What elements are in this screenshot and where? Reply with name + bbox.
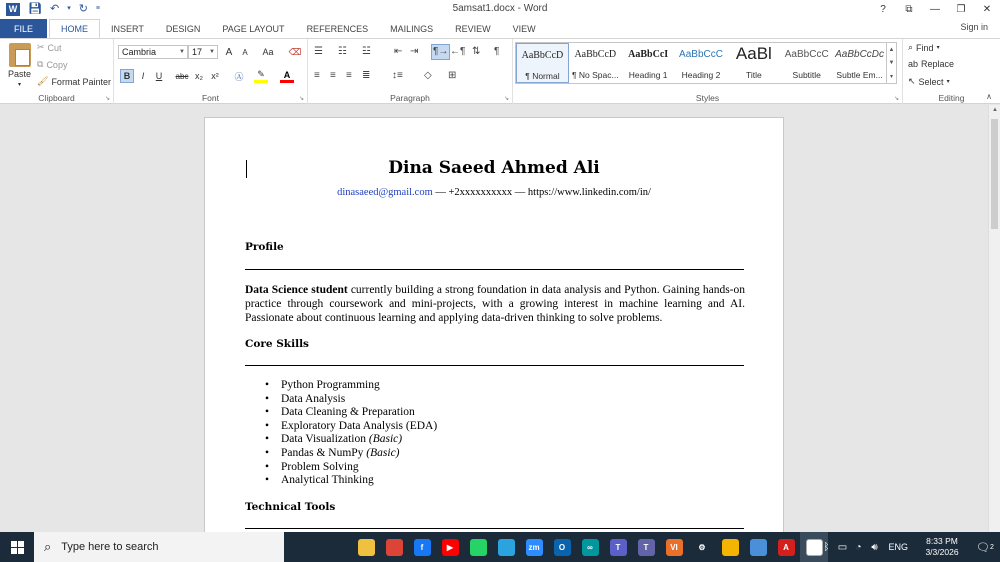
strikethrough-button[interactable] (174, 69, 190, 83)
copy-button[interactable] (37, 59, 67, 70)
list-item (265, 379, 437, 393)
redo-icon[interactable]: ↻ (78, 3, 88, 15)
taskbar-app-button[interactable] (604, 532, 632, 562)
replace-label: Replace (921, 59, 955, 69)
taskbar-app-button[interactable] (380, 532, 408, 562)
font-color-icon[interactable]: A (280, 69, 294, 83)
sign-in-link[interactable]: Sign in (960, 22, 988, 32)
skill-text: Data Analysis (281, 392, 346, 405)
style-subtle-emphasis[interactable] (833, 43, 886, 83)
style-name: Heading 1 (628, 70, 668, 80)
contact-line (205, 187, 783, 198)
superscript-icon: x² (211, 71, 219, 81)
word-logo-icon[interactable]: W (6, 3, 20, 16)
technical-tools-heading: Technical Tools (245, 501, 336, 513)
whatsapp-icon (470, 539, 487, 556)
numbering-icon[interactable]: ☷ (338, 46, 347, 57)
profile-heading: Profile (245, 241, 284, 253)
font-name-value: Cambria (122, 47, 157, 57)
screen-app-icon (750, 539, 767, 556)
italic-icon: I (141, 71, 145, 81)
section-divider (245, 528, 744, 529)
start-button[interactable] (0, 532, 34, 562)
change-case-button[interactable] (257, 45, 279, 59)
align-right-icon[interactable]: ≡ (346, 70, 352, 81)
style-name: Heading 2 (681, 70, 721, 80)
style-name: Title (745, 70, 762, 80)
styles-launcher-icon[interactable]: ↘ (893, 96, 899, 102)
show-formatting-marks-icon[interactable]: ¶ (494, 46, 500, 57)
taskbar-app-button[interactable] (324, 532, 352, 562)
paste-dropdown-icon[interactable]: ▾ (18, 82, 22, 88)
profile-lead: Data Science student (245, 284, 348, 296)
tab-page-layout[interactable]: PAGE LAYOUT (222, 23, 285, 34)
list-item (265, 420, 437, 434)
youtube-icon: ▶ (442, 539, 459, 556)
select-button[interactable] (908, 76, 950, 87)
quick-access-toolbar (0, 0, 100, 18)
paragraph-group (308, 39, 513, 104)
subscript-button[interactable] (192, 69, 206, 83)
font-size-value: 17 (192, 47, 203, 57)
justify-icon[interactable]: ≣ (362, 70, 371, 81)
skills-list (265, 379, 437, 488)
select-label: Select (918, 76, 944, 87)
line-spacing-icon[interactable]: ↕≡ (392, 70, 403, 81)
style-name: ¶ Normal (525, 71, 560, 81)
section-divider (245, 365, 744, 366)
ribbon-tabs (0, 18, 1000, 38)
taskbar-app-button[interactable] (688, 532, 716, 562)
tab-references[interactable]: REFERENCES (306, 23, 369, 34)
taskbar-app-button[interactable] (352, 532, 380, 562)
list-item (265, 474, 437, 488)
shrink-font-icon: A (242, 47, 248, 57)
align-center-icon[interactable]: ≡ (330, 70, 336, 81)
acrobat-icon: A (778, 539, 795, 556)
taskbar-app-button[interactable] (772, 532, 800, 562)
tab-review[interactable]: REVIEW (455, 23, 491, 34)
taskbar-app-button[interactable] (548, 532, 576, 562)
chevron-down-icon[interactable]: ▾ (936, 45, 940, 51)
style-no-spacing[interactable] (569, 43, 622, 83)
taskbar-app-button[interactable] (464, 532, 492, 562)
notification-icon: 🗨︎ (976, 541, 991, 554)
font-group (114, 39, 308, 104)
arduino-icon: ∞ (582, 539, 599, 556)
title-bar (0, 0, 1000, 18)
find-label: Find (916, 42, 934, 53)
taskbar-app-button[interactable] (436, 532, 464, 562)
clipboard-group-label: Clipboard (38, 93, 75, 103)
font-name-combo[interactable] (118, 45, 188, 59)
paragraph-group-label: Paragraph (390, 93, 430, 103)
rtl-direction-icon[interactable]: ←¶ (450, 46, 466, 57)
tab-design[interactable]: DESIGN (165, 23, 201, 34)
list-item (265, 406, 437, 420)
align-left-icon[interactable]: ≡ (314, 70, 320, 81)
bold-button[interactable] (120, 69, 134, 83)
tab-file[interactable]: FILE (0, 19, 47, 38)
grow-font-icon: A (225, 46, 233, 58)
email-link[interactable]: dinasaeed@gmail.com (337, 187, 433, 198)
clear-formatting-icon[interactable]: ⌫ (288, 46, 302, 57)
list-item (265, 433, 437, 447)
tab-view[interactable]: VIEW (512, 23, 536, 34)
file-explorer-icon (358, 539, 375, 556)
vertical-scrollbar[interactable] (988, 105, 1000, 532)
find-icon: ⌕ (908, 42, 914, 52)
ribbon (0, 38, 1000, 104)
document-workspace (0, 105, 988, 532)
cursor-arrow-icon: ↖ (908, 76, 916, 86)
system-tray (802, 532, 1000, 562)
collapse-ribbon-icon[interactable]: ∧ (986, 92, 992, 101)
minimize-icon[interactable]: — (930, 3, 940, 15)
taskbar-app-button[interactable] (408, 532, 436, 562)
style-title[interactable] (727, 43, 780, 83)
text-effects-icon[interactable]: Ⓐ (234, 71, 244, 82)
taskbar-app-button[interactable] (632, 532, 660, 562)
settings-gear-icon: ⚙ (694, 539, 711, 556)
clipboard-launcher-icon[interactable]: ↘ (104, 96, 110, 102)
ltr-direction-icon[interactable]: ¶→ (431, 44, 450, 60)
style-name: Subtle Em... (836, 70, 883, 80)
window-controls (870, 0, 1000, 18)
underline-button[interactable] (152, 69, 166, 83)
shading-icon[interactable]: ◇ (424, 70, 432, 81)
paste-button[interactable] (8, 43, 31, 88)
contact-details: — +2xxxxxxxxxx — https://www.linkedin.com/in/ (432, 187, 651, 198)
style-heading-2[interactable] (675, 43, 728, 83)
teams-icon-2: T (638, 539, 655, 556)
close-icon[interactable]: ✕ (982, 3, 992, 15)
decrease-indent-icon[interactable]: ⇤ (394, 46, 403, 57)
chrome-icon (386, 539, 403, 556)
grow-font-button[interactable] (222, 45, 236, 59)
font-size-combo[interactable] (188, 45, 218, 59)
increase-indent-icon[interactable]: ⇥ (410, 46, 419, 57)
styles-gallery (515, 42, 887, 84)
taskbar-app-button[interactable] (520, 532, 548, 562)
skill-text: Data Visualization (281, 433, 369, 446)
clock-time: 8:33 PM (926, 536, 958, 546)
list-item (265, 393, 437, 407)
highlight-color-icon[interactable]: ✎ (254, 69, 268, 83)
document-page[interactable] (204, 117, 784, 532)
teams-icon: T (610, 539, 627, 556)
sort-icon[interactable]: ⇅ (472, 46, 481, 57)
taskbar-app-button[interactable] (660, 532, 688, 562)
style-normal[interactable] (516, 43, 569, 83)
style-sample: AaBbCcDc (835, 49, 885, 60)
bluetooth-icon[interactable]: ᛒ (823, 541, 830, 553)
scissors-icon: ✂ (37, 42, 45, 52)
superscript-button[interactable] (208, 69, 222, 83)
skill-text: Pandas & NumPy (281, 446, 367, 459)
skill-note: (Basic) (366, 446, 400, 459)
skill-text: Python Programming (281, 379, 380, 391)
taskbar-clock[interactable] (914, 536, 970, 558)
more-styles-icon[interactable]: ▾ (889, 73, 893, 80)
tab-insert[interactable]: INSERT (111, 23, 144, 34)
taskbar-app-button[interactable] (492, 532, 520, 562)
clipboard-group (0, 39, 114, 104)
multilevel-list-icon[interactable]: ☳ (362, 46, 371, 57)
copy-label: Copy (46, 59, 68, 70)
font-group-label: Font (201, 93, 219, 103)
bold-icon: B (123, 71, 131, 81)
skill-text: Data Cleaning & Preparation (281, 406, 415, 419)
slides-icon (722, 539, 739, 556)
undo-dropdown-icon[interactable]: ▾ (67, 5, 71, 12)
cut-label: Cut (47, 42, 62, 53)
search-placeholder: Type here to search (61, 541, 159, 553)
taskbar-app-button[interactable] (576, 532, 604, 562)
chevron-down-icon[interactable]: ▼ (888, 59, 895, 66)
scrollbar-thumb[interactable] (991, 119, 998, 229)
telegram-icon (498, 539, 515, 556)
facebook-icon: f (414, 539, 431, 556)
list-item (265, 447, 437, 461)
zoom-icon: zm (526, 539, 543, 556)
vi-app-icon: VI (666, 539, 683, 556)
tab-home[interactable]: HOME (49, 19, 100, 38)
taskbar-app-button[interactable] (744, 532, 772, 562)
clock-date: 3/3/2026 (925, 547, 959, 557)
profile-text: currently building a strong foundation in data analysis and Python. Gaining hands-on practice through coursework and mini-projects, with a growing interest in machine learning and AI. Passionate about continuous learning and applying data-driven thinking to solve problems. (245, 284, 746, 324)
taskbar-app-button[interactable] (716, 532, 744, 562)
language-indicator[interactable]: ENG (888, 542, 908, 552)
notification-center-button[interactable] (970, 541, 1000, 554)
shrink-font-button[interactable] (238, 45, 252, 59)
paintbrush-icon: 🖌︎ (37, 76, 49, 86)
ribbon-display-options-icon[interactable]: ⧉ (905, 3, 913, 15)
format-painter-button[interactable] (37, 76, 111, 87)
editing-group-label: Editing (938, 93, 965, 103)
chevron-up-icon[interactable]: ▲ (888, 46, 895, 53)
style-sample: AaBbCcC (784, 49, 829, 60)
battery-icon[interactable]: ▭ (837, 541, 848, 553)
customize-qat-icon[interactable]: ≡ (95, 5, 101, 12)
taskbar-apps (324, 532, 828, 562)
outlook-icon: O (554, 539, 571, 556)
italic-button[interactable] (136, 69, 150, 83)
undo-icon[interactable]: ↶ (49, 3, 60, 15)
tab-mailings[interactable]: MAILINGS (390, 23, 434, 34)
style-name: Subtitle (792, 70, 821, 80)
style-sample: AaBbCcD (521, 50, 564, 61)
replace-icon: ab (908, 59, 919, 69)
style-sample: AaBbCcI (628, 49, 669, 60)
format-painter-label: Format Painter (51, 76, 111, 87)
cut-button[interactable] (37, 42, 62, 53)
taskbar (0, 532, 1000, 562)
skill-note: (Basic) (368, 433, 403, 446)
style-subtitle[interactable] (780, 43, 833, 83)
save-icon[interactable]: 💾︎ (28, 3, 42, 15)
task-view-icon (330, 539, 347, 556)
bullets-icon[interactable]: ☰ (314, 46, 323, 57)
styles-group-label: Styles (695, 93, 720, 103)
network-icon[interactable]: ◔ (855, 541, 862, 553)
find-button[interactable] (908, 42, 940, 53)
copy-icon: ⧉ (37, 59, 44, 69)
style-name: ¶ No Spac... (571, 70, 619, 80)
document-title: 5amsat1.docx - Word (452, 3, 548, 14)
resume-name: Dina Saeed Ahmed Ali (388, 158, 600, 178)
style-sample: AaBl (735, 44, 772, 63)
search-icon: ⌕ (44, 539, 52, 554)
chevron-down-icon[interactable]: ▾ (946, 79, 950, 85)
chevron-down-icon[interactable]: ▼ (209, 49, 215, 55)
style-heading-1[interactable] (622, 43, 675, 83)
replace-button[interactable] (908, 59, 954, 69)
style-sample: AaBbCcD (574, 49, 617, 60)
core-skills-heading: Core Skills (245, 338, 309, 350)
chevron-down-icon[interactable]: ▼ (179, 49, 185, 55)
skill-text: Exploratory Data Analysis (EDA) (281, 419, 438, 432)
underline-icon: U (155, 71, 163, 81)
maximize-icon[interactable]: ❐ (956, 3, 966, 15)
paragraph-launcher-icon[interactable]: ↘ (503, 96, 509, 102)
profile-paragraph (245, 283, 745, 325)
volume-icon[interactable]: 🔊︎ (871, 541, 878, 553)
subscript-icon: x₂ (195, 71, 203, 81)
notification-count: 2 (990, 543, 994, 551)
styles-gallery-scroll[interactable] (887, 42, 897, 84)
change-case-icon: Aa (262, 47, 274, 57)
font-launcher-icon[interactable]: ↘ (298, 96, 304, 102)
help-button[interactable]: ? (880, 3, 886, 15)
windows-logo-icon (11, 541, 24, 554)
paste-label: Paste (8, 69, 32, 79)
strikethrough-icon: abc (175, 71, 189, 81)
list-item (265, 461, 437, 475)
style-sample: AaBbCcC (679, 49, 723, 60)
show-hidden-icons-icon[interactable]: ∧ (806, 541, 815, 553)
scroll-up-icon[interactable]: ▲ (992, 107, 998, 113)
skill-text: Analytical Thinking (281, 474, 374, 487)
paste-icon (9, 43, 31, 67)
borders-icon[interactable]: ⊞ (448, 70, 457, 81)
skill-text: Problem Solving (281, 460, 359, 473)
taskbar-search[interactable] (34, 532, 284, 562)
section-divider (245, 269, 744, 270)
